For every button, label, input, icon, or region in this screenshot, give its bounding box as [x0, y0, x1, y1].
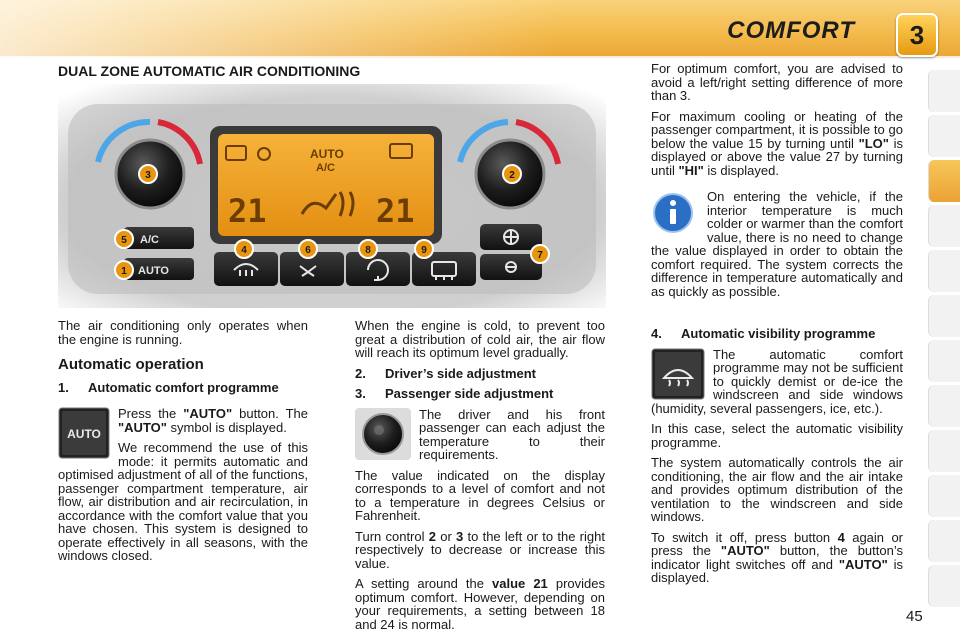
- chapter-tab-active[interactable]: [928, 160, 960, 202]
- display-temp-right: 21: [376, 192, 415, 230]
- temperature-knob-icon: [355, 408, 411, 460]
- text-run: A setting around the: [355, 576, 493, 591]
- callout-1: 1: [121, 266, 127, 277]
- text-run: to the left or to the right respectively to decrease or increase this value.: [355, 528, 605, 571]
- info-icon: [651, 190, 695, 236]
- chapter-tabs: [928, 70, 960, 610]
- lo-hi-paragraph: [651, 110, 903, 178]
- auto-icon-label: AUTO: [67, 427, 101, 441]
- chapter-title: COMFORT: [727, 17, 855, 44]
- turn-control-paragraph: [355, 530, 605, 571]
- chapter-tab[interactable]: [928, 205, 960, 247]
- visibility-programme-paragraph: The automatic comfort programme may not be sufficient to quickly demist or de-ice the windscreen and side windows (humidity, several passengers, ice, etc.).: [651, 346, 903, 416]
- text-run: is displayed.: [651, 556, 903, 585]
- text-run: is displayed or above the value 27 by turning until: [651, 135, 904, 178]
- adjust-temperature-paragraph: The driver and his front passenger can each adjust the temperature to their requirements.: [419, 406, 605, 462]
- chapter-tab[interactable]: [928, 565, 960, 607]
- column-1: [58, 319, 308, 570]
- callout-3: 3: [145, 170, 151, 181]
- text-run-bold: "AUTO": [720, 543, 770, 558]
- cold-engine-paragraph: When the engine is cold, to prevent too great a distribution of cold air, the air flow will reach its optimum level gradually.: [355, 318, 605, 360]
- text-run: is displayed.: [703, 162, 779, 178]
- chapter-tab[interactable]: [928, 70, 960, 112]
- ac-button-label: A/C: [140, 234, 159, 246]
- item-number: 4.: [651, 326, 662, 341]
- display-ac: A/C: [316, 162, 335, 174]
- callout-9: 9: [421, 245, 427, 256]
- display-value-paragraph: The value indicated on the display corresponds to a level of comfort and not to a temperature in degrees Celsius or Fahrenheit.: [355, 467, 605, 523]
- text-run-bold: "AUTO": [183, 406, 233, 421]
- callout-4: 4: [241, 245, 247, 256]
- text-run-bold: "AUTO": [838, 556, 888, 572]
- chapter-tab[interactable]: [928, 475, 960, 517]
- item-2-heading: [355, 367, 605, 381]
- column-3: [651, 62, 903, 592]
- chapter-tab[interactable]: [928, 115, 960, 157]
- callout-6: 6: [305, 245, 311, 256]
- system-controls-paragraph: The system automatically controls the air conditioning, the air flow and the air intake and provides optimum distribution of the ventilation to the windscreen and side windows.: [651, 455, 903, 524]
- item-title: Automatic comfort programme: [88, 379, 279, 395]
- text-run: button, the button’s indicator light switches off and: [651, 543, 903, 572]
- left-right-difference-paragraph: For optimum comfort, you are advised to avoid a left/right setting difference of more than 3.: [651, 61, 903, 103]
- text-run: To switch it off, press button: [651, 529, 838, 545]
- item-title: Automatic visibility programme: [681, 326, 876, 341]
- callout-2: 2: [509, 170, 515, 181]
- section-title: DUAL ZONE AUTOMATIC AIR CONDITIONING: [58, 63, 361, 79]
- display-auto: AUTO: [310, 147, 344, 161]
- chapter-tab[interactable]: [928, 385, 960, 427]
- intro-paragraph: The air conditioning only operates when the engine is running.: [58, 318, 308, 347]
- item-number: 2.: [355, 365, 366, 381]
- ac-button: [124, 227, 194, 249]
- auto-button-icon: [58, 407, 110, 459]
- column-2: [355, 319, 605, 638]
- chapter-tab[interactable]: [928, 295, 960, 337]
- recommendation-paragraph: We recommend the use of this mode: it permits automatic and optimised adjustment of all of the functions, passenger compartment temperature, air flow, air distribution and air recirculation, in accordance with the comfort value that you have chosen. This system is designed to operate effectively in all seasons, with the windows closed.: [58, 440, 308, 563]
- display-temp-left: 21: [228, 192, 267, 230]
- text-run: symbol is displayed.: [166, 419, 287, 435]
- auto-button-label: AUTO: [138, 265, 169, 277]
- text-run: provides optimum comfort. However, depending on your requirements, a setting between 18 and 24 is normal.: [355, 576, 605, 632]
- text-run: For maximum cooling or heating of the passenger compartment, it is possible to go below the value 15 by turning until: [651, 108, 903, 151]
- text-run: button. The: [232, 406, 308, 421]
- press-auto-paragraph: [0, 407, 308, 434]
- climate-panel-illustration: [58, 84, 606, 308]
- callout-7: 7: [537, 250, 543, 261]
- callout-8: 8: [365, 245, 371, 256]
- header-divider: [0, 56, 960, 59]
- text-run: Press the: [118, 406, 184, 421]
- text-run: Turn control: [355, 528, 429, 544]
- climate-panel-photo: [58, 84, 606, 308]
- text-run-bold: "HI": [678, 162, 704, 178]
- header-banner-fade: [0, 0, 560, 58]
- chapter-tab[interactable]: [928, 430, 960, 472]
- text-run: again or press the: [651, 529, 903, 558]
- text-run-bold: "LO": [858, 135, 889, 151]
- switch-off-paragraph: [651, 531, 903, 585]
- select-programme-paragraph: In this case, select the automatic visibility programme.: [651, 421, 903, 450]
- text-run-bold: 4: [837, 529, 845, 545]
- text-run-bold: 2: [428, 528, 436, 544]
- item-number: 3.: [355, 386, 366, 401]
- text-run-bold: "AUTO": [118, 419, 167, 435]
- chapter-tab[interactable]: [928, 340, 960, 382]
- item-4-heading: [651, 327, 903, 341]
- subheading-automatic-operation: Automatic operation: [58, 356, 204, 373]
- item-number: 1.: [58, 379, 69, 395]
- info-paragraph: On entering the vehicle, if the interior temperature is much colder or warmer than the comfort value, there is no need to change the value displayed in order to obtain the comfort required. The system corrects the difference in temperature automatically and as quickly as possible.: [651, 189, 903, 299]
- callout-5: 5: [121, 235, 127, 246]
- item-3-heading: [355, 387, 605, 401]
- text-run-bold: value 21: [492, 576, 548, 591]
- setting-paragraph: [355, 577, 605, 631]
- chapter-tab[interactable]: [928, 250, 960, 292]
- item-title: Passenger side adjustment: [385, 386, 554, 401]
- page-number: 45: [906, 608, 923, 625]
- item-title: Driver’s side adjustment: [385, 365, 536, 381]
- item-1-heading: [58, 381, 308, 395]
- text-run: or: [435, 528, 457, 544]
- chapter-number-badge[interactable]: 3: [896, 13, 938, 57]
- chapter-tab[interactable]: [928, 520, 960, 562]
- visibility-button-icon: [651, 348, 705, 400]
- text-run-bold: 3: [456, 528, 464, 544]
